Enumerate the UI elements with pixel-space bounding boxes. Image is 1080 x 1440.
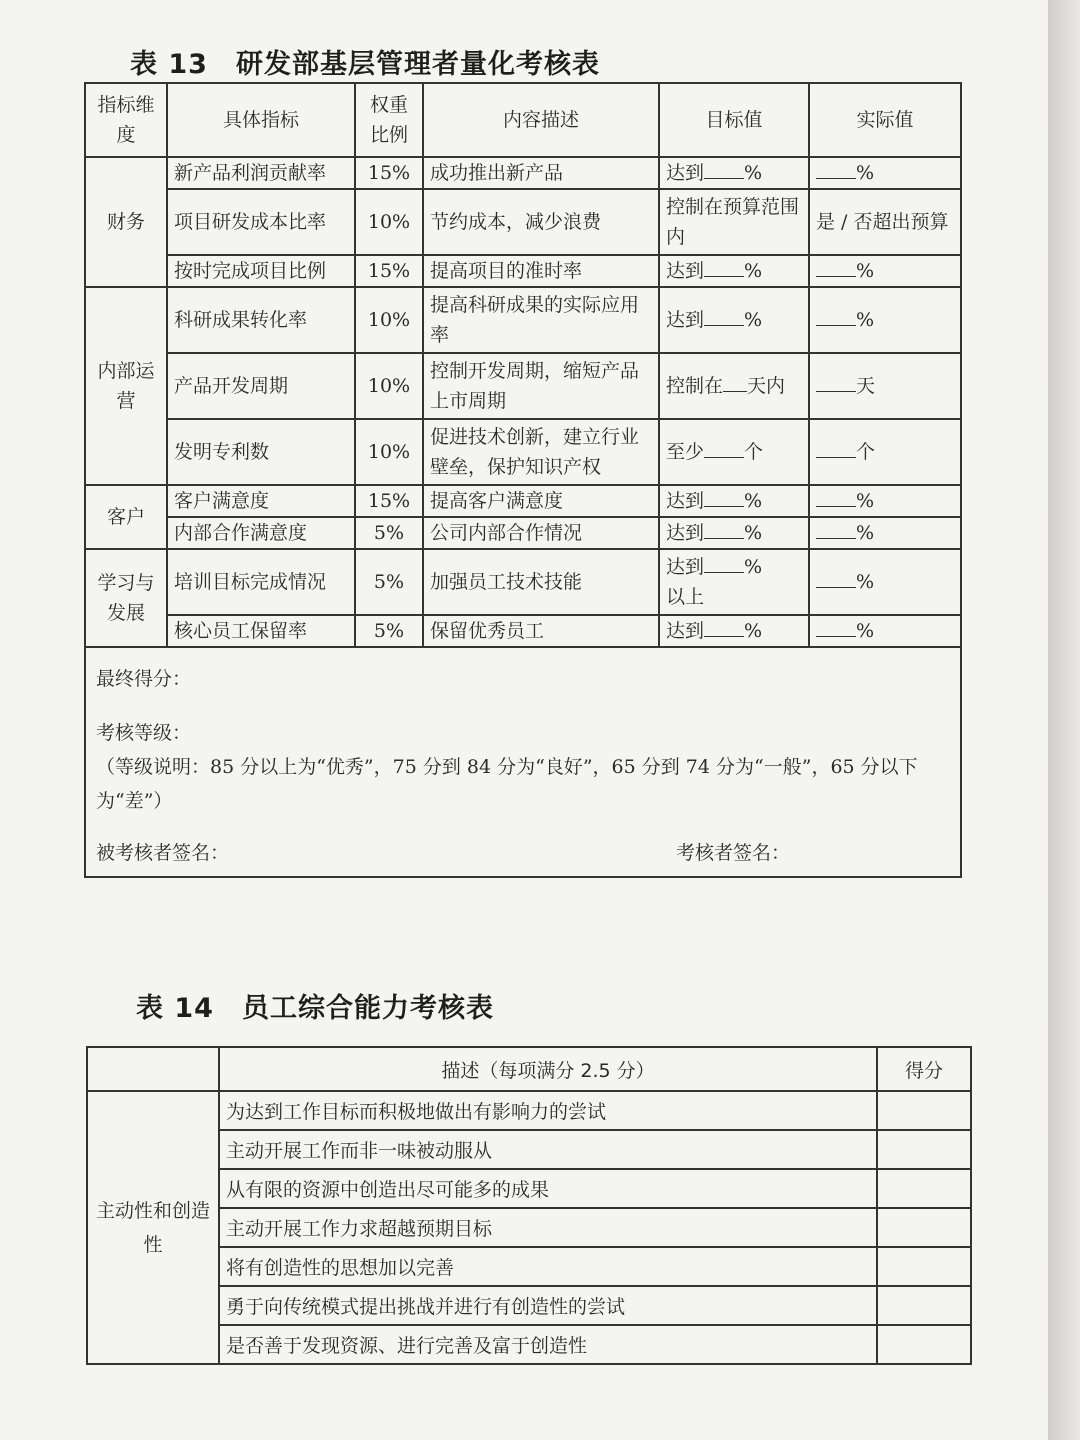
- grade-note: （等级说明：85 分以上为“优秀”，75 分到 84 分为“良好”，65 分到 74 分为“一般”，65 分以下为“差”）: [96, 756, 918, 812]
- target-cell: [659, 549, 809, 615]
- item-description: 主动开展工作而非一味被动服从: [219, 1130, 877, 1169]
- target-cell: [659, 517, 809, 549]
- dimension-operations: 内部运营: [85, 287, 167, 485]
- actual-blank: [816, 569, 856, 588]
- footer-cell: [85, 647, 961, 877]
- table-row: [85, 157, 961, 189]
- target-unit: %: [744, 260, 763, 282]
- description-cell: 成功推出新产品: [423, 157, 659, 189]
- actual-blank: [816, 488, 856, 507]
- weight-cell: 5%: [355, 549, 423, 615]
- actual-unit: 天: [856, 375, 876, 397]
- actual-unit: %: [856, 620, 875, 642]
- table14: [86, 1046, 972, 1365]
- target-cell: [659, 419, 809, 485]
- header-indicator: 具体指标: [167, 83, 355, 157]
- weight-cell: 5%: [355, 517, 423, 549]
- target-cell: [659, 287, 809, 353]
- score-cell: [877, 1247, 971, 1286]
- actual-blank: [816, 439, 856, 458]
- actual-cell: [809, 353, 961, 419]
- table14-title-text: 员工综合能力考核表: [241, 993, 494, 1024]
- table-row: [85, 517, 961, 549]
- table-row: [85, 189, 961, 255]
- actual-blank: [816, 520, 856, 539]
- description-cell: 节约成本，减少浪费: [423, 189, 659, 255]
- target-unit: 个: [744, 441, 764, 463]
- indicator-cell: 内部合作满意度: [167, 517, 355, 549]
- table-row: [85, 255, 961, 287]
- score-cell: [877, 1286, 971, 1325]
- actual-cell: [809, 419, 961, 485]
- score-cell: [877, 1208, 971, 1247]
- assessee-signature-label: 被考核者签名：: [96, 842, 230, 864]
- page-edge: [1048, 0, 1080, 1440]
- target-cell: [659, 353, 809, 419]
- item-description: 为达到工作目标而积极地做出有影响力的尝试: [219, 1091, 877, 1130]
- target-unit: 天内: [747, 375, 786, 397]
- target-blank: [704, 439, 744, 458]
- item-description: 是否善于发现资源、进行完善及富于创造性: [219, 1325, 877, 1364]
- description-cell: 提高项目的准时率: [423, 255, 659, 287]
- target-cell: [659, 485, 809, 517]
- description-cell: 保留优秀员工: [423, 615, 659, 647]
- table-row: [85, 419, 961, 485]
- weight-cell: 10%: [355, 353, 423, 419]
- actual-cell: [809, 287, 961, 353]
- target-blank: [704, 488, 744, 507]
- actual-blank: [816, 307, 856, 326]
- table14-number: 表 14: [136, 993, 214, 1024]
- table14-header-row: [87, 1047, 971, 1091]
- grade-label: 考核等级：: [96, 722, 192, 744]
- target-unit: %: [744, 162, 763, 184]
- target-unit: %: [744, 522, 763, 544]
- weight-cell: 5%: [355, 615, 423, 647]
- table14-title: [136, 986, 494, 1025]
- table-row: [85, 287, 961, 353]
- table-row: [85, 485, 961, 517]
- actual-unit: 个: [856, 441, 876, 463]
- target-prefix: 达到: [666, 490, 705, 512]
- target-cell: [659, 255, 809, 287]
- table-row: [87, 1169, 971, 1208]
- actual-cell: [809, 549, 961, 615]
- table-row: [87, 1091, 971, 1130]
- table-row: [85, 549, 961, 615]
- indicator-cell: 核心员工保留率: [167, 615, 355, 647]
- target-blank: [704, 307, 744, 326]
- indicator-cell: 项目研发成本比率: [167, 189, 355, 255]
- header-description: 内容描述: [423, 83, 659, 157]
- table13: [84, 82, 962, 878]
- target-prefix: 达到: [666, 309, 705, 331]
- dimension-initiative: 主动性和创造性: [87, 1091, 219, 1364]
- target-unit: %: [744, 620, 763, 642]
- target-prefix: 达到: [666, 260, 705, 282]
- dimension-customer: 客户: [85, 485, 167, 549]
- table13-title: [130, 42, 600, 81]
- weight-cell: 10%: [355, 189, 423, 255]
- indicator-cell: 培训目标完成情况: [167, 549, 355, 615]
- header-target: 目标值: [659, 83, 809, 157]
- table13-header-row: [85, 83, 961, 157]
- description-cell: 提高科研成果的实际应用率: [423, 287, 659, 353]
- target-blank: [704, 618, 744, 637]
- description-cell: 促进技术创新，建立行业壁垒，保护知识产权: [423, 419, 659, 485]
- score-cell: [877, 1091, 971, 1130]
- description-cell: 加强员工技术技能: [423, 549, 659, 615]
- actual-cell: [809, 517, 961, 549]
- target-prefix: 至少: [666, 441, 705, 463]
- score-cell: [877, 1325, 971, 1364]
- indicator-cell: 客户满意度: [167, 485, 355, 517]
- target-unit: %: [744, 309, 763, 331]
- actual-unit: %: [856, 490, 875, 512]
- final-score-label: 最终得分：: [96, 668, 192, 690]
- actual-blank: [816, 618, 856, 637]
- table13-title-text: 研发部基层管理者量化考核表: [235, 49, 600, 80]
- target-blank: [704, 258, 744, 277]
- dimension-learning: 学习与发展: [85, 549, 167, 647]
- item-description: 主动开展工作力求超越预期目标: [219, 1208, 877, 1247]
- target-unit: %: [744, 490, 763, 512]
- weight-cell: 15%: [355, 157, 423, 189]
- header-dimension: 指标维度: [85, 83, 167, 157]
- target-cell: [659, 615, 809, 647]
- indicator-cell: 发明专利数: [167, 419, 355, 485]
- actual-blank: [816, 258, 856, 277]
- actual-blank: [816, 373, 856, 392]
- header-blank: [87, 1047, 219, 1091]
- actual-unit: %: [856, 309, 875, 331]
- indicator-cell: 按时完成项目比例: [167, 255, 355, 287]
- item-description: 从有限的资源中创造出尽可能多的成果: [219, 1169, 877, 1208]
- target-cell: [659, 157, 809, 189]
- weight-cell: 10%: [355, 287, 423, 353]
- actual-cell: [809, 255, 961, 287]
- table-row: [87, 1208, 971, 1247]
- actual-blank: [816, 160, 856, 179]
- target-prefix: 达到: [666, 522, 705, 544]
- actual-unit: %: [856, 162, 875, 184]
- indicator-cell: 新产品利润贡献率: [167, 157, 355, 189]
- weight-cell: 10%: [355, 419, 423, 485]
- weight-cell: 15%: [355, 255, 423, 287]
- actual-cell: 是 / 否超出预算: [809, 189, 961, 255]
- header-description: 描述（每项满分 2.5 分）: [219, 1047, 877, 1091]
- target-prefix: 达到: [666, 556, 705, 578]
- indicator-cell: 科研成果转化率: [167, 287, 355, 353]
- table-row: [87, 1247, 971, 1286]
- actual-cell: [809, 157, 961, 189]
- description-cell: 提高客户满意度: [423, 485, 659, 517]
- actual-cell: [809, 485, 961, 517]
- table-row: [87, 1130, 971, 1169]
- target-unit: %: [744, 556, 763, 578]
- score-cell: [877, 1169, 971, 1208]
- target-blank: [723, 373, 747, 392]
- description-cell: 公司内部合作情况: [423, 517, 659, 549]
- target-prefix: 控制在: [666, 375, 724, 397]
- target-prefix: 达到: [666, 620, 705, 642]
- table13-number: 表 13: [130, 49, 208, 80]
- assessor-signature-label: 考核者签名：: [675, 842, 790, 864]
- table13-footer-row: [85, 647, 961, 877]
- dimension-finance: 财务: [85, 157, 167, 287]
- target-blank: [704, 160, 744, 179]
- target-blank: [704, 554, 744, 573]
- target-blank: [704, 520, 744, 539]
- actual-unit: %: [856, 522, 875, 544]
- header-score: 得分: [877, 1047, 971, 1091]
- actual-cell: [809, 615, 961, 647]
- header-weight: 权重比例: [355, 83, 423, 157]
- description-cell: 控制开发周期，缩短产品上市周期: [423, 353, 659, 419]
- target-cell: 控制在预算范围内: [659, 189, 809, 255]
- table-row: [87, 1325, 971, 1364]
- table-row: [85, 615, 961, 647]
- header-actual: 实际值: [809, 83, 961, 157]
- indicator-cell: 产品开发周期: [167, 353, 355, 419]
- target-prefix: 达到: [666, 162, 705, 184]
- table-row: [85, 353, 961, 419]
- item-description: 勇于向传统模式提出挑战并进行有创造性的尝试: [219, 1286, 877, 1325]
- actual-unit: %: [856, 571, 875, 593]
- item-description: 将有创造性的思想加以完善: [219, 1247, 877, 1286]
- target-suffix: 以上: [666, 586, 705, 608]
- table-row: [87, 1286, 971, 1325]
- actual-unit: %: [856, 260, 875, 282]
- score-cell: [877, 1130, 971, 1169]
- weight-cell: 15%: [355, 485, 423, 517]
- signature-row: [96, 836, 950, 870]
